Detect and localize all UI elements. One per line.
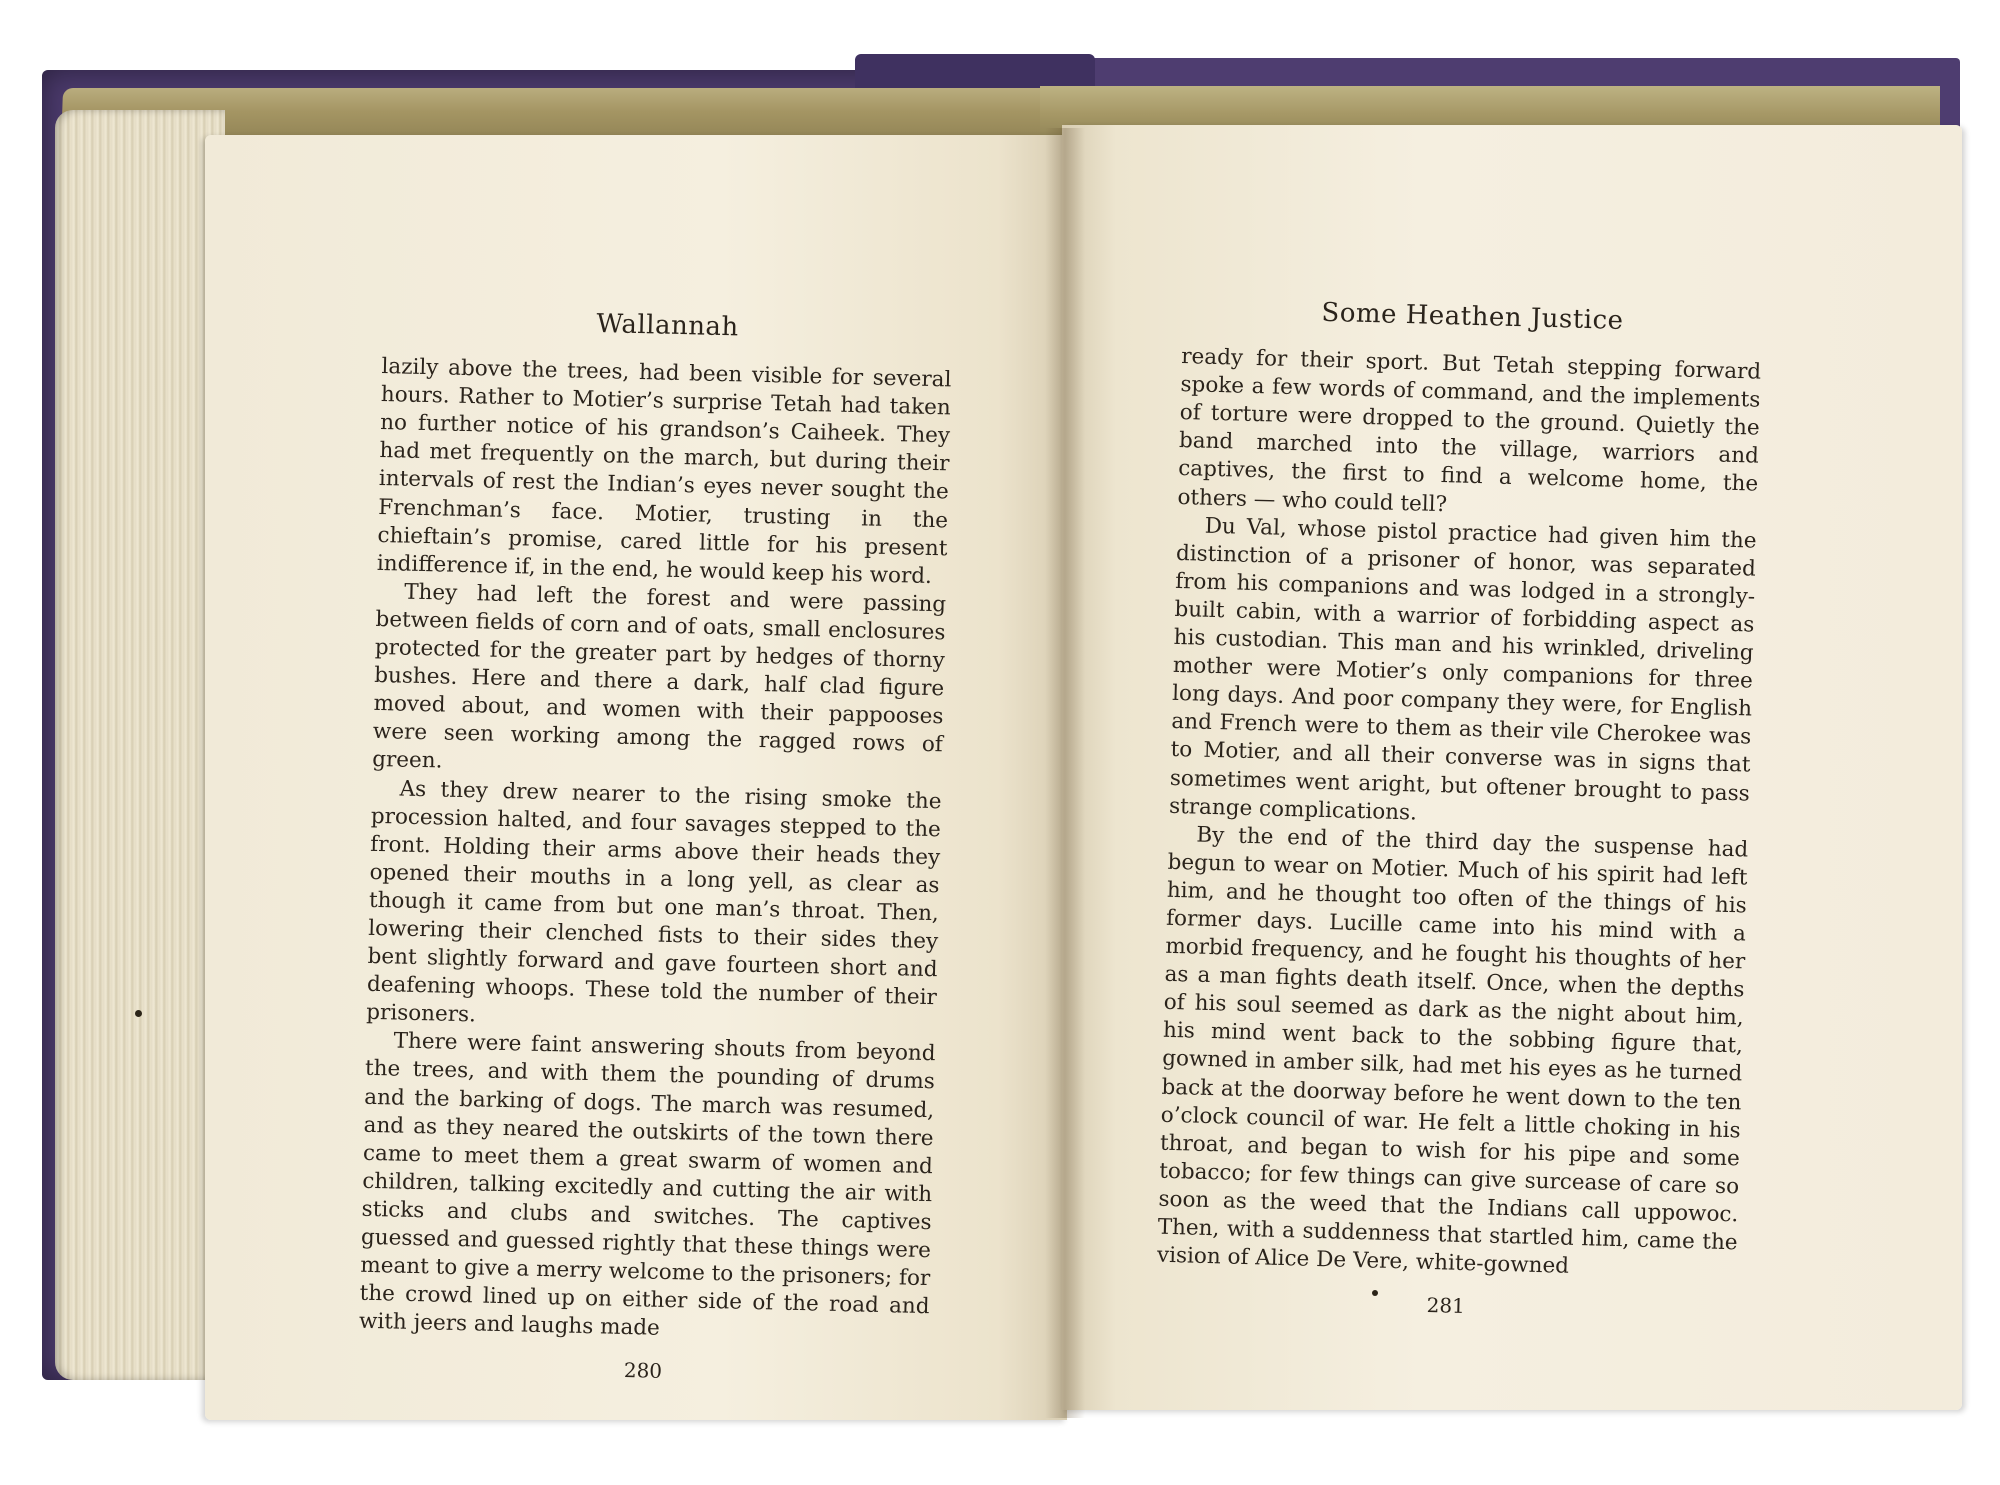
paragraph: There were faint answering shouts from beyond the trees, and with them the pounding of drums and the barking of dogs. The march was resumed, and as they neared the outskirts of the town there came to meet them a great swarm of women and children, talking excitedly and cutting the air with sticks and clubs and switches. The captives guessed and guessed rightly that these things were meant to give a merry welcome to the prisoners; for the crowd lined up on either side of the road and with jeers and laughs made — [358, 1028, 936, 1342]
paper-speck — [135, 1010, 142, 1017]
paragraph: lazily above the trees, had been visible for several hours. Rather to Motier’s surprise Tetah had taken no further notice of his grandson’s Caiheek. They had met frequently on the march, but during their intervals of rest the Indian’s eyes never sought the Frenchman’s face. Motier, trusting in the chieftain’s promise, cared little for his present indifference if, in the end, he would keep his word. — [376, 354, 952, 589]
paragraph: By the end of the third day the suspense had begun to wear on Motier. Much of his spirit had left him, and he thought too often of the things of his former days. Lucille came into his mind with a morbid frequency, and he fought his thoughts of her as a man fights death itself. Once, when the depths of his soul seemed as dark as the night about him, his mind went back to the sobbing figure that, gowned in amber silk, had met his eyes as he turned back at the doorway before he went down to the ten o’clock council of war. He felt a little choking in his throat, and began to wish for his pipe and some tobacco; for few things can give surcease of care so soon as the weed that the Indians call uppowoc. Then, with a suddenness that startled him, came the vision of Alice De Vere, white-gowned — [1156, 822, 1749, 1279]
paragraph: Du Val, whose pistol practice had given him the distinction of a prisoner of honor, was separated from his companions and was lodged in a strongly-built cabin, with a warrior of forbidding aspect as his custodian. This man and his wrinkled, driveling mother were Motier’s only companions for three long days. And poor company they were, for English and French were to them as their vile Cherokee was to Motier, and all their converse was in signs that sometimes went aright, but oftener brought to pass strange complications. — [1168, 513, 1757, 826]
running-head-left: Wallannah — [596, 309, 740, 343]
paragraph: ready for their sport. But Tetah stepping forward spoke a few words of command, and the implements of torture were dropped to the ground. Quietly the band marched into the village, warriors and captives, the first to find a welcome home, the others — who could tell? — [1177, 344, 1762, 517]
running-head-right: Some Heathen Justice — [1321, 297, 1624, 336]
page-gutter — [1045, 128, 1085, 1418]
page-number-right: 281 — [1426, 1293, 1466, 1319]
right-page-text — [1155, 295, 1762, 1328]
left-page-text — [358, 305, 953, 1392]
page-stack — [55, 110, 225, 1380]
paragraph: They had left the forest and were passing between fields of corn and of oats, small enclosures protected for the greater part by hedges of thorny bushes. Here and there a dark, half clad figure moved about, and women with their pappooses were seen working among the ragged rows of green. — [371, 579, 947, 774]
page-number-left: 280 — [623, 1358, 663, 1384]
paragraph: As they drew nearer to the rising smoke the procession halted, and four savages stepped to the front. Holding their arms above their heads they opened their mouths in a long yell, as clear as though it came from but one man’s throat. Then, lowering their clenched fists to their sides they bent slightly forward and gave fourteen short and deafening whoops. These told the number of their prisoners. — [366, 776, 942, 1028]
